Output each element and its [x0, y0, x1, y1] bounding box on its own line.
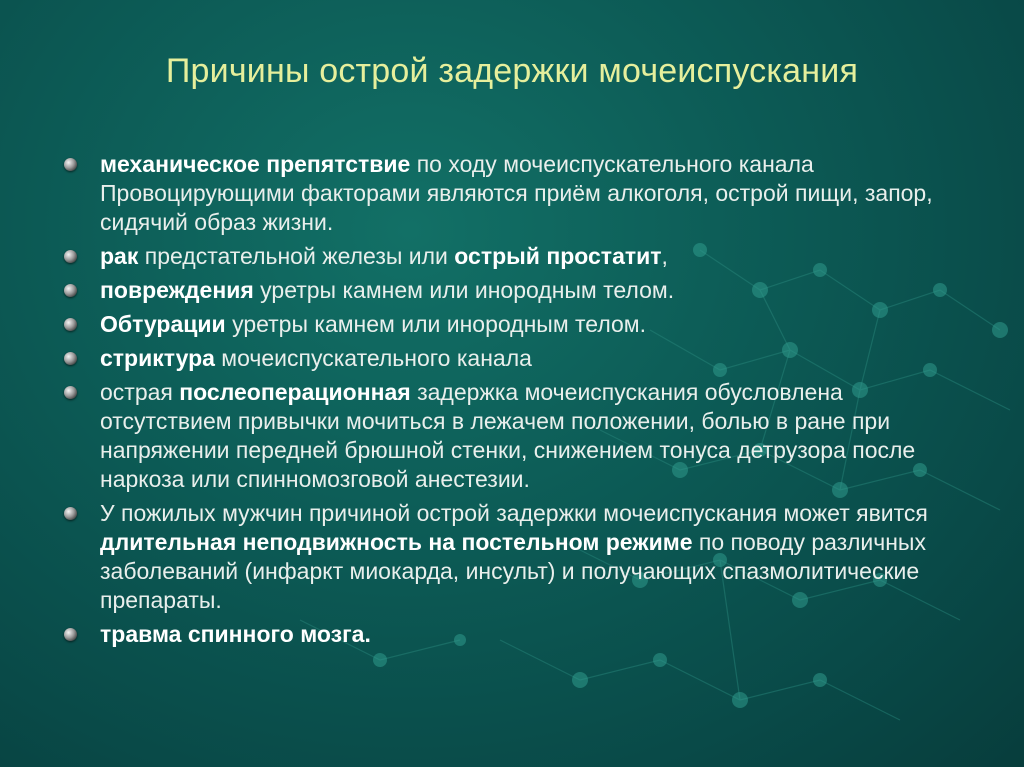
item-strong-text: длительная неподвижность на постельном режиме [100, 529, 693, 555]
bullet-sphere-icon [64, 507, 77, 520]
item-strong-text: стриктура [100, 345, 215, 371]
item-strong-text: повреждения [100, 277, 254, 303]
item-strong-text: рак [100, 243, 139, 269]
list-item [62, 620, 972, 649]
item-text: , [661, 243, 668, 269]
list-item [62, 344, 972, 373]
item-text: по ходу мочеиспускательного канала Провоцирующими факторами являются приём алкоголя, острой пищи, запор, сидячий образ жизни. [100, 151, 933, 235]
bullet-sphere-icon [64, 158, 77, 171]
item-strong-text: травма спинного мозга. [100, 621, 371, 647]
causes-list [62, 150, 972, 654]
bullet-sphere-icon [64, 628, 77, 641]
item-strong-text: механическое препятствие [100, 151, 411, 177]
item-text: У пожилых мужчин причиной острой задержки мочеиспускания может явится [100, 500, 928, 526]
list-item [62, 242, 972, 271]
item-text: мочеиспускательного канала [214, 345, 532, 371]
bullet-sphere-icon [64, 386, 77, 399]
slide-title: Причины острой задержки мочеиспускания [165, 52, 859, 90]
list-item [62, 378, 972, 494]
bullet-sphere-icon [64, 250, 77, 263]
list-item [62, 499, 972, 615]
item-strong-text: острый простатит [454, 243, 662, 269]
bullet-sphere-icon [64, 284, 77, 297]
list-item [62, 310, 972, 339]
list-item [62, 150, 972, 237]
item-strong-text: послеоперационная [179, 379, 411, 405]
bullet-sphere-icon [64, 352, 77, 365]
bullet-sphere-icon [64, 318, 77, 331]
item-strong-text: Обтурации [100, 311, 226, 337]
list-item [62, 276, 972, 305]
item-text: уретры камнем или инородным телом. [253, 277, 675, 303]
item-text: задержка мочеиспускания обусловлена отсутствием привычки мочиться в лежачем положении, болью в ране при напряжении передней брюшной стенки, снижением тонуса детрузора после наркоза или спинномозговой анестезии. [100, 379, 916, 492]
item-text: по поводу различных заболеваний (инфаркт миокарда, инсульт) и получающих спазмолитические препараты. [100, 529, 926, 613]
item-text: уретры камнем или инородным телом. [225, 311, 647, 337]
item-text: острая [100, 379, 180, 405]
item-text: предстательной железы или [138, 243, 455, 269]
